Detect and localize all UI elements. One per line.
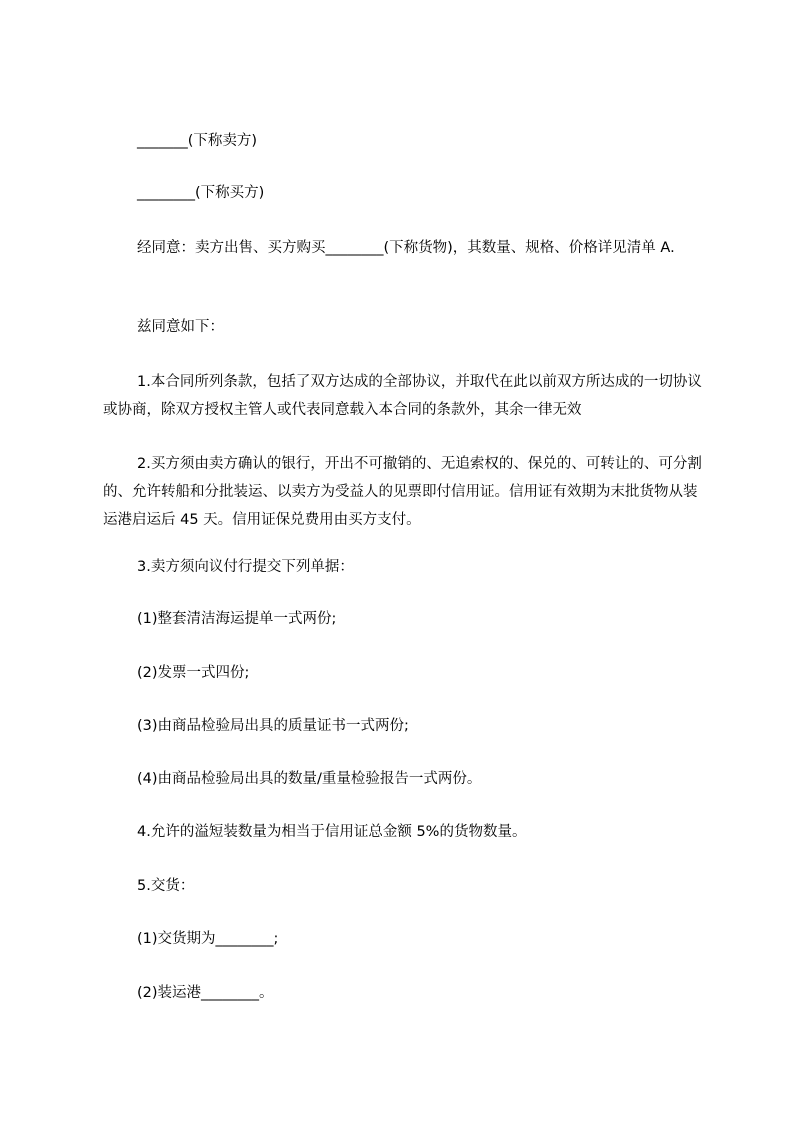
clause-5-item-1: (1)交货期为________;: [137, 931, 279, 947]
clause-3-item-1: (1)整套清洁海运提单一式两份;: [137, 611, 337, 627]
clause-4: 4.允许的溢短装数量为相当于信用证总金额 5%的货物数量。: [137, 824, 527, 840]
seller-line: _______(下称卖方): [137, 133, 258, 149]
agreement-intro: 经同意：卖方出售、买方购买________(下称货物)，其数量、规格、价格详见清单 A.: [137, 240, 675, 256]
agree-as-follows: 兹同意如下：: [137, 319, 224, 335]
clause-5-item-2: (2)装运港________。: [137, 985, 274, 1001]
clause-3-item-4: (4)由商品检验局出具的数量/重量检验报告一式两份。: [137, 771, 482, 787]
clause-5: 5.交货：: [137, 878, 195, 894]
clause-3-item-3: (3)由商品检验局出具的质量证书一式两份;: [137, 718, 409, 734]
clause-2: 2.买方须由卖方确认的银行，开出不可撤销的、无追索权的、保兑的、可转让的、可分割的、允许转船和分批装运、以卖方为受益人的见票即付信用证。信用证有效期为末批货物从装运港启运后 45 天。信用证保兑费用由买方支付。: [103, 456, 702, 528]
clause-3: 3.卖方须向议付行提交下列单据：: [137, 559, 354, 575]
clause-3-item-2: (2)发票一式四份;: [137, 665, 250, 681]
buyer-line: ________(下称买方): [137, 185, 265, 201]
clause-1: 1.本合同所列条款，包括了双方达成的全部协议，并取代在此以前双方所达成的一切协议或协商，除双方授权主管人或代表同意载入本合同的条款外，其余一律无效: [103, 374, 702, 418]
